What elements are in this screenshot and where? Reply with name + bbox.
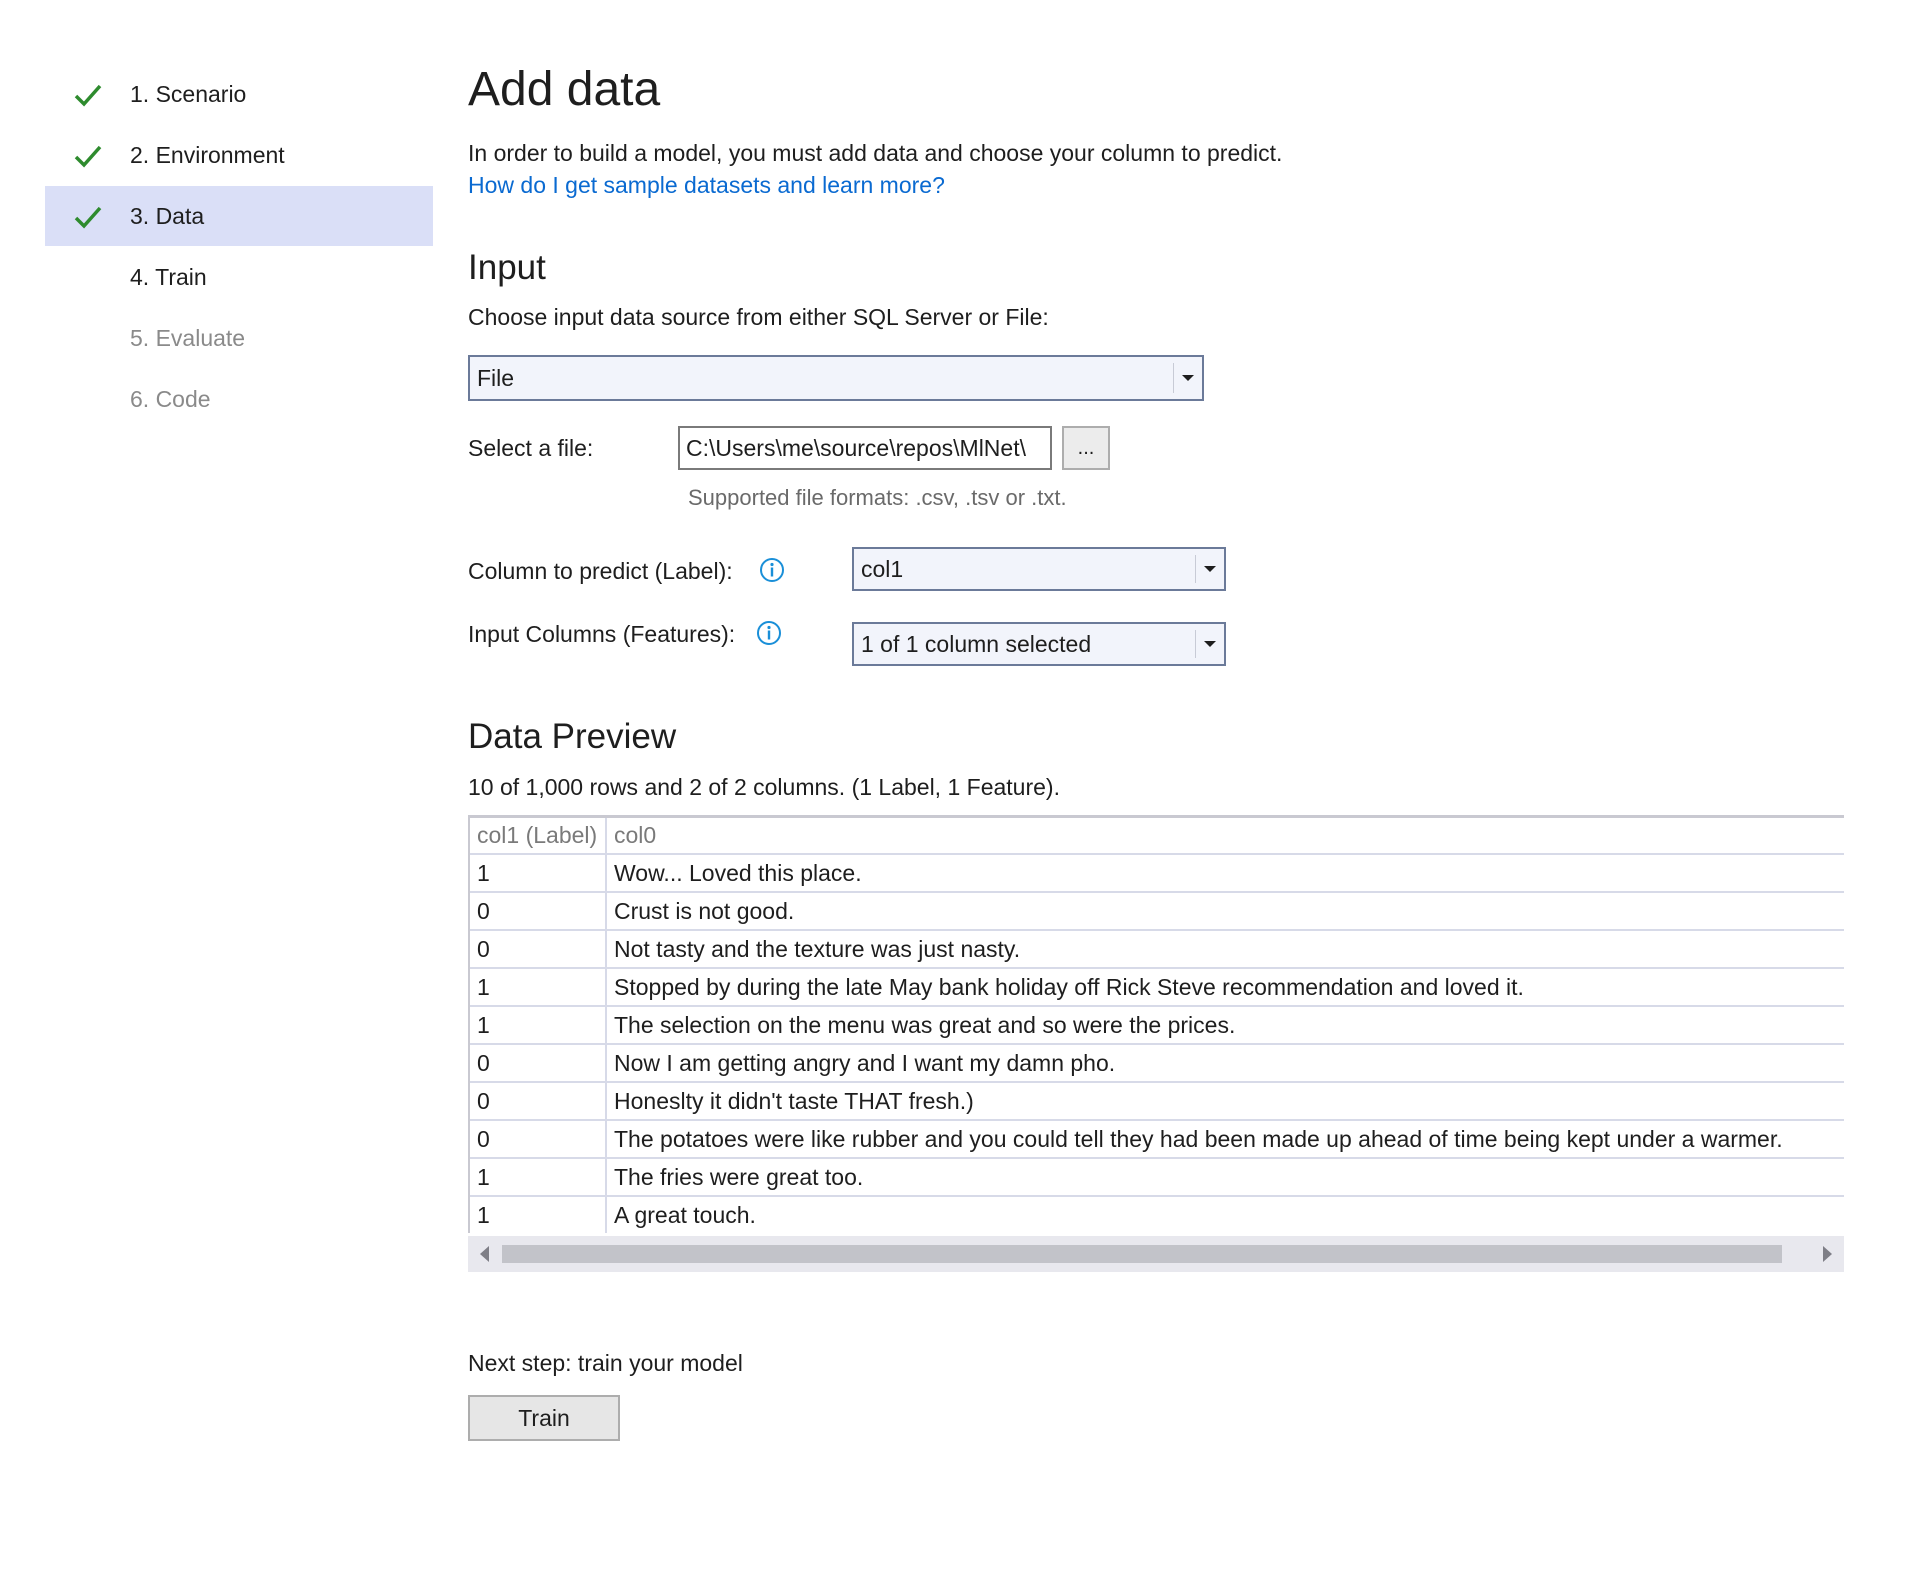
sidebar-step-data[interactable]: [45, 186, 433, 246]
table-row[interactable]: [470, 854, 1844, 892]
input-heading: Input: [468, 248, 546, 287]
table-cell: 1: [470, 1006, 606, 1044]
table-cell: Stopped by during the late May bank holiday off Rick Steve recommendation and loved it.: [606, 968, 1844, 1006]
table-row[interactable]: [470, 892, 1844, 930]
table-cell: The potatoes were like rubber and you could tell they had been made up ahead of time being kept under a warmer.: [606, 1120, 1844, 1158]
table-row[interactable]: [470, 1006, 1844, 1044]
info-icon[interactable]: [759, 557, 785, 583]
table-row[interactable]: [470, 968, 1844, 1006]
file-label: Select a file:: [468, 435, 594, 461]
table-cell: Wow... Loved this place.: [606, 854, 1844, 892]
scroll-right-arrow-icon[interactable]: [1823, 1246, 1832, 1262]
table-cell: The selection on the menu was great and so were the prices.: [606, 1006, 1844, 1044]
table-cell: Now I am getting angry and I want my damn pho.: [606, 1044, 1844, 1082]
table-row[interactable]: [470, 1120, 1844, 1158]
data-source-value: File: [477, 364, 515, 391]
chevron-down-icon[interactable]: [1196, 549, 1224, 589]
sidebar-step-label: 1. Scenario: [130, 80, 247, 107]
file-path-input[interactable]: [678, 426, 1052, 470]
table-row[interactable]: [470, 1044, 1844, 1082]
table-cell: Not tasty and the texture was just nasty.: [606, 930, 1844, 968]
features-select[interactable]: [852, 622, 1226, 666]
horizontal-scrollbar[interactable]: [468, 1236, 1844, 1272]
chevron-down-icon[interactable]: [1196, 624, 1224, 664]
data-preview-grid[interactable]: [468, 815, 1844, 1233]
table-cell: 0: [470, 1082, 606, 1120]
data-source-select[interactable]: [468, 355, 1204, 401]
sidebar-step-environment[interactable]: [45, 125, 433, 185]
preview-summary: 10 of 1,000 rows and 2 of 2 columns. (1 Label, 1 Feature).: [468, 774, 1060, 800]
file-formats-hint: Supported file formats: .csv, .tsv or .txt.: [688, 485, 1067, 510]
sidebar-step-evaluate: [45, 308, 433, 368]
data-preview-heading: Data Preview: [468, 717, 677, 756]
column-header[interactable]: col0: [606, 818, 1844, 854]
next-step-text: Next step: train your model: [468, 1350, 743, 1376]
features-value: 1 of 1 column selected: [861, 630, 1092, 657]
table-cell: 0: [470, 1044, 606, 1082]
table-header-row: [470, 818, 1844, 854]
features-label: Input Columns (Features):: [468, 621, 736, 647]
page-title: Add data: [468, 63, 661, 116]
source-prompt: Choose input data source from either SQL Server or File:: [468, 304, 1049, 330]
table-row[interactable]: [470, 1196, 1844, 1233]
table-row[interactable]: [470, 1082, 1844, 1120]
browse-button[interactable]: ...: [1062, 426, 1110, 470]
intro-text: In order to build a model, you must add data and choose your column to predict.: [468, 140, 1283, 166]
table-cell: 0: [470, 892, 606, 930]
check-icon: [73, 141, 103, 171]
table-cell: A great touch.: [606, 1196, 1844, 1233]
label-column-value: col1: [861, 555, 904, 582]
table-cell: Honeslty it didn't taste THAT fresh.): [606, 1082, 1844, 1120]
table-row[interactable]: [470, 930, 1844, 968]
info-icon[interactable]: [756, 620, 782, 646]
file-path-value: C:\Users\me\source\repos\MlNet\: [686, 434, 1026, 461]
label-column-select[interactable]: [852, 547, 1226, 591]
sidebar-step-scenario[interactable]: [45, 64, 433, 124]
train-button[interactable]: Train: [468, 1395, 620, 1441]
table-cell: The fries were great too.: [606, 1158, 1844, 1196]
data-preview-table: [470, 818, 1844, 1233]
check-icon: [73, 202, 103, 232]
scrollbar-thumb[interactable]: [502, 1245, 1782, 1263]
table-cell: 1: [470, 854, 606, 892]
sidebar-step-label: 5. Evaluate: [130, 324, 246, 351]
sidebar-step-label: 3. Data: [130, 202, 205, 229]
scroll-left-arrow-icon[interactable]: [480, 1246, 489, 1262]
chevron-down-icon[interactable]: [1174, 357, 1202, 399]
table-cell: 1: [470, 968, 606, 1006]
table-cell: 1: [470, 1158, 606, 1196]
table-cell: Crust is not good.: [606, 892, 1844, 930]
table-cell: 0: [470, 930, 606, 968]
sidebar-step-label: 6. Code: [130, 385, 211, 412]
sidebar-step-label: 2. Environment: [130, 141, 285, 168]
learn-more-link[interactable]: How do I get sample datasets and learn more?: [468, 172, 945, 198]
sidebar-step-label: 4. Train: [130, 263, 207, 290]
table-cell: 0: [470, 1120, 606, 1158]
label-column-label: Column to predict (Label):: [468, 558, 733, 584]
table-row[interactable]: [470, 1158, 1844, 1196]
column-header[interactable]: col1 (Label): [470, 818, 606, 854]
sidebar-step-train[interactable]: [45, 247, 433, 307]
check-icon: [73, 80, 103, 110]
table-cell: 1: [470, 1196, 606, 1233]
sidebar-step-code: [45, 369, 433, 429]
